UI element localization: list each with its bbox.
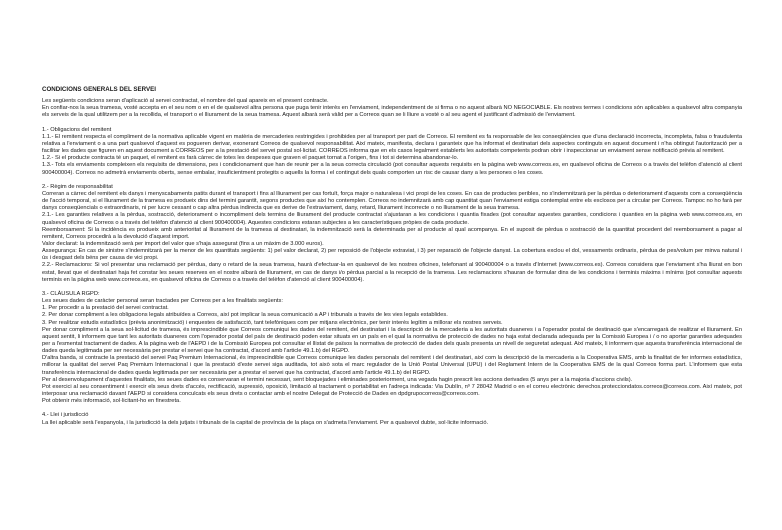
- section-paragraph: Valor declarat: la indemnització serà per import del valor que s'haja assegurat (fins a un màxim de 3.000 euros).: [42, 240, 324, 247]
- section-heading: 3.- CLÀUSULA RGPD:: [42, 290, 100, 297]
- section-paragraph: Les seues dades de caràcter personal seran tractades per Correos per a les finalitats següents:: [42, 298, 283, 305]
- section-sender-obligations: [42, 127, 742, 177]
- section-paragraph: Assegurança: En cas de sinistre s'indemnitzarà per la menor de les quantitats següents: 1) pel valor declarat, 2) per reposició de l'objecte extraviat, i 3) per reparació de l'objecte danyat. La cobertura exclou el dol, vessaments ordinaris, pèrdua de pes/volum per minva natural i ús i desgast dels béns per causa de vici propi.: [42, 248, 742, 262]
- section-heading: 4.- Llei i jurisdicció: [42, 412, 89, 419]
- section-heading: 2.- Règim de responsabilitat: [42, 183, 113, 190]
- section-paragraph: 2.1.- Les garanties relatives a la pèrdua, sostracció, deteriorament o incompliment dels termins de lliurament del producte contractat s'ajustaran a les condicions i quantia fixades (pot consultar aquestes garanties, condicions i quanties en la pàgina web www.correos.es, en qualsevol oficina de Correos o a través del telèfon d'atenció al client 900400004). Aquestes condicions estaran subjectes a les característiques pròpies de cada producte.: [42, 212, 742, 226]
- document-title: CONDICIONS GENERALS DEL SERVEI: [42, 86, 156, 93]
- section-paragraph: D'altra banda, si contracte la prestació del servei Paq Premium Internacional, és imprescindible que Correos comunique les dades personals del remitent i del destinatari, així com la descripció de la mercaderia a la Cooperativa EMS, amb la finalitat de fer informes estadístics, millorar la qualitat del servei Paq Premium Internacional i que la prestació d'este servei siga auditada, tot això sota el marc regulador de la Unió Postal Universal (UPU) i del Reglament Intern de la Cooperativa EMS de la qual Correos forma part. L'informem que esta transferència internacional de dades queda legitimada per ser necessària per a prestar el servei que ha contractat, d'acord amb l'article 49.1.b) del RGPD.: [42, 355, 742, 376]
- section-paragraph: Per al desenvolupament d'aquestes finalitats, les seues dades es conservaran el termini necessari, sent bloquejades i eliminades posteriorment, una vegada hagin prescrit les accions derivades (5 anys per a la majoria d'accions civils).: [42, 376, 633, 383]
- section-law-jurisdiction: [42, 412, 742, 426]
- intro-paragraph: En confiar-nos la seua tramesa, vosté accepta en el seu nom o en el de qualsevol altra persona que puga tenir interès en l'enviament, independentment de si firma o no aquest albarà NO NEGOCIABLE. Els nostres termes i condicions són aplicables a qualsevol altra companyia els serveis de la qual utilitzem per a la recollida, el transport o el lliurament de la seua tramesa. Aquest albarà serà vàlid per a Correos quan se li lliure a vosté o al seu agent el justificant d'admissió de l'enviament.: [42, 105, 742, 119]
- section-paragraph: Per donar compliment a la seua sol·licitud de tramesa, és imprescindible que Correos comuniqui les dades del remitent, del destinatari i la descripció de la mercaderia a les autoritats duaneres i a l'operador postal de destinació que s'encarregarà de realitzar el lliurament. En aquest sentit, li informem que tant les autoritats duaneres com l'operador postal del país de destinació poden estar situats en un país en el qual la normativa de protecció de dades no haja estat declarada adequada per la Comissió Europea i / o no aportar garanties adequades per a l'esmentat tractament de dades. A la pàgina web de l'AEPD i de la Comissió Europea pot consultar el llistat de països la normativa de protecció de dades dels quals presenta un nivell de seguretat adequat. Així mateix, li informem que aquesta transferència internacional de dades queda legitimada per ser necessària per prestar el servei que ha contractat, d'acord amb l'article 49.1.b) del RGPD.: [42, 326, 742, 355]
- section-paragraph: Correran a càrrec del remitent els danys i menyscabaments patits durant el transport i fins al lliurament per cas fortuït, força major o naturalesa i vici propi de les coses. En cas de productes peribles, no s'indemnitzarà per la pèrdua o deteriorament d'aquests com a conseqüència de l'acció temporal, si el lliurament de la tramesa es produeix dins del termini garantit, segons productes que així ho contemplen. Correos no indemnitzarà amb cap quantitat quan l'enviament estiga contemplat entre els exclosos per a circular per Correos. Tampoc no ho farà per danys conseqüencials o extraordinaris, ni per lucre cessant o cap altra pèrdua indirecta que es derive de l'extraviament, dany, retard, lliurament incorrecte o no lliurament de la seua tramesa.: [42, 190, 742, 212]
- section-paragraph: La llei aplicable serà l'espanyola, i la jurisdicció la dels jutjats i tribunals de la capital de província de la plaça on s'admeta l'enviament. Per a qualsevol dubte, sol·licite informació.: [42, 419, 489, 426]
- section-heading: 1.- Obligacions del remitent: [42, 126, 112, 133]
- section-paragraph: 1.1.- El remitent respecta el compliment de la normativa aplicable vigent en matèria de mercaderies restringides i prohibides per al transport per part de Correos. El remitent es fa responsable de les conseqüències que d'una declaració incorrecta, incompleta, falsa o fraudulenta relativa a l'enviament o a una part qualsevol d'aquest es pogueren derivar, exonerant Correos de qualsevol responsabilitat. Així mateix, manifesta, declara i garanteix que ha informat el destinatari dels aspectes continguts en aquest document i n'ha obtingut l'autorització per a facilitar les dades que figuren en aquest document a CORREOS per a la prestació del servei postal sol·licitat. CORREOS informa que en els casos legalment establerts les autoritats competents podran obrir i inspeccionar un enviament sense notificació prèvia al remitent.: [42, 133, 742, 155]
- section-paragraph: Pot exercici al seu consentiment i exercir els seus drets d'accés, rectificació, supressió, oposició, limitació al tractament o portabilitat en l'adreça indicada: Via Dublín, nº 7 28042 Madrid o en el correu electrònic derechos.protecciondatos.correos@correos.com. Així mateix, pot interposar una reclamació davant l'AEPD si considera conculcats els seus drets o contactar amb el nostre Delegat de Protecció de Dades en dpdgrupocorreos@correos.com.: [42, 383, 742, 398]
- section-paragraph: Reemborsament: Si la incidència es produeix amb anterioritat al lliurament de la tramesa al destinatari, la indemnització serà la determinada per al producte al qual acompanya. En el suposit de pèrdua o sostracció de la quantitat procedent del reemborsament a pagar al remitent, Correos procedirà a la devolució d'aquest import.: [42, 226, 742, 240]
- section-paragraph: 2. Per donar compliment a les obligacions legals atribuïdes a Correos, així pot implicar la seua comunicació a AP i tribunals a través de les vies legals establides.: [42, 312, 448, 319]
- terms-document: [42, 86, 742, 427]
- section-paragraph: 2.2.- Reclamacions: Si vol presentar una reclamació per pèrdua, dany o retard de la seua tramesa, haurà d'efectuar-la en qualsevol de les nostres oficines, telefonant al 900400004 o a través d'Internet (www.correos.es). Correos considera que l'enviament s'ha lliurat en bon estat, llevat que el destinatari haja fet constar les seues reserves en el nostre albarà de lliurament, en cas de danys i/o pèrdua parcial a la recepció de la tramesa. Les reclamacions s'hauran de formular dins de les condicions i terminis màxims i mínims (pot consultar aquests terminis en la pàgina web www.correos.es, en qualsevol oficina de Correos o a través del telèfon d'atenció al client 900400004).: [42, 262, 742, 283]
- section-liability: [42, 184, 742, 284]
- section-paragraph: 1.3.- Tots els enviaments compleixen els requisits de dimensions, pes i condicionament que han de reunir per a la seua correcta circulació (pot consultar aquests requisits en la pàgina web www.correos.es, en qualsevol oficina de Correos o a través del telèfon d'atenció al client 900400004). Correos no admetrà enviaments oberts, sense embalar, insuficientment protegits o aquells la forma i el contingut dels quals comporten un risc de causar dany a les persones o les coses.: [42, 162, 742, 176]
- section-gdpr: [42, 291, 742, 406]
- section-paragraph: 1.2.- Si el producte contracta té un paquet, el remitent es farà càrrec de totes les despeses que graven el paquet tornat a l'origen, fins i tot si determina abandonar-lo.: [42, 155, 459, 162]
- intro-paragraph: Les següents condicions seran d'aplicació al servei contractat, el nombre del qual apareix en el present contracte.: [42, 98, 329, 105]
- section-paragraph: 3. Per realitzar estudis estadístics (prèvia anonimització) i enquestes de satisfacció, tant telefòniques com per mitjans electrònics, per tenir interès legítim a millorar els nostres serveis.: [42, 319, 503, 326]
- intro-block: [42, 98, 742, 119]
- section-paragraph: Pot obtenir més informació, sol·licitant-ho en finestreta.: [42, 398, 181, 405]
- section-paragraph: 1. Per procedir a la prestació del servei contractat.: [42, 305, 169, 312]
